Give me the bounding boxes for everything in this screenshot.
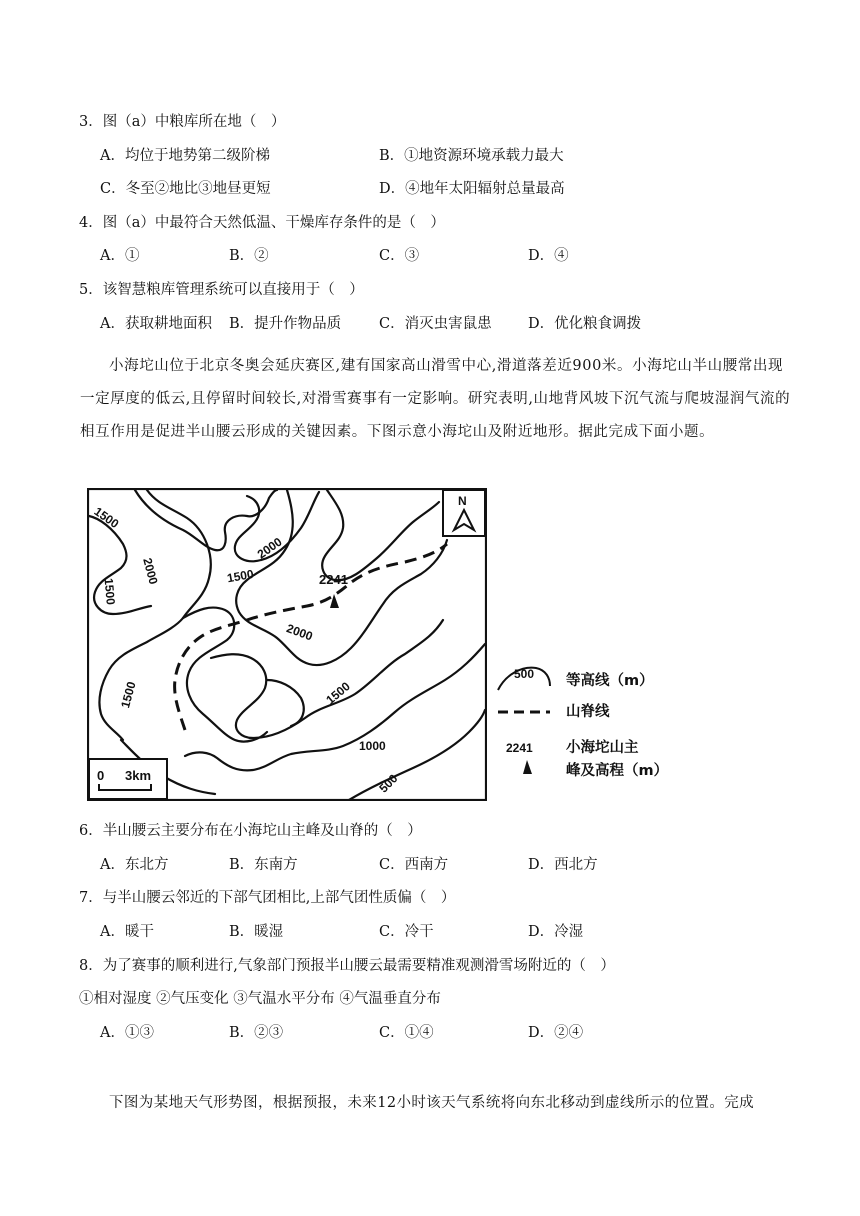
question-5-option-b: B．提升作物品质 bbox=[229, 316, 342, 332]
peak-elevation-label: 2241 bbox=[319, 572, 348, 587]
legend-ridge-label: 山脊线 bbox=[566, 704, 610, 720]
map-frame bbox=[88, 489, 486, 800]
question-4-option-b: B．② bbox=[229, 248, 269, 264]
question-8-option-d: D．②④ bbox=[528, 1025, 584, 1041]
question-8-option-a: A．①③ bbox=[100, 1025, 154, 1041]
question-4-stem: 4．图（a）中最符合天然低温、干燥库存条件的是（ ） bbox=[79, 215, 445, 231]
topographic-map bbox=[87, 488, 487, 801]
contour-label: 2000 bbox=[284, 621, 315, 644]
legend-contour-label: 等高线（m） bbox=[566, 673, 654, 689]
question-7-option-d: D．冷湿 bbox=[528, 924, 584, 940]
question-3-option-b: B．①地资源环境承载力最大 bbox=[379, 148, 564, 164]
question-7-option-c: C．冷干 bbox=[379, 924, 434, 940]
legend-peak-value: 2241 bbox=[506, 741, 533, 755]
legend-peak-label-2: 峰及高程（m） bbox=[566, 763, 669, 779]
passage-weather-system: 下图为某地天气形势图，根据预报，未来12小时该天气系统将向东北移动到虚线所示的位置。完成 bbox=[109, 1095, 755, 1111]
question-8-stem: 8．为了赛事的顺利进行,气象部门预报半山腰云最需要精准观测滑雪场附近的（ ） bbox=[79, 958, 615, 974]
question-8-option-b: B．②③ bbox=[229, 1025, 284, 1041]
question-4-option-a: A．① bbox=[100, 248, 140, 264]
contour-label: 2000 bbox=[140, 556, 161, 586]
scale-zero-label: 0 bbox=[97, 768, 105, 783]
contour-label: 2000 bbox=[254, 534, 285, 562]
question-5-stem: 5．该智慧粮库管理系统可以直接用于（ ） bbox=[79, 282, 364, 298]
scale-distance-label: 3km bbox=[125, 768, 152, 783]
passage-xiaohaituo: 小海坨山位于北京冬奥会延庆赛区,建有国家高山滑雪中心,滑道落差近900米。小海坨山半山腰常出现一定厚度的低云,且停留时间较长,对滑雪赛事有一定影响。研究表明,山地背风坡下沉气流与爬坡湿润气流的相互作用是促进半山腰云形成的关键因素。下图示意小海坨山及附近地形。据此完成下面小题。 bbox=[80, 358, 791, 440]
legend-peak-label-1: 小海坨山主 bbox=[566, 740, 639, 756]
question-5-option-c: C．消灭虫害鼠患 bbox=[379, 316, 492, 332]
question-8-option-c: C．①④ bbox=[379, 1025, 434, 1041]
question-3-option-a: A．均位于地势第二级阶梯 bbox=[100, 148, 270, 164]
contour-label: 1500 bbox=[118, 680, 139, 710]
legend-peak-icon bbox=[523, 760, 532, 774]
question-7-stem: 7．与半山腰云邻近的下部气团相比,上部气团性质偏（ ） bbox=[79, 890, 456, 906]
question-7-option-b: B．暖湿 bbox=[229, 924, 284, 940]
question-5-option-d: D．优化粮食调拨 bbox=[528, 316, 642, 332]
contour-label: 1500 bbox=[225, 566, 255, 586]
question-7-option-a: A．暖干 bbox=[100, 924, 154, 940]
legend-contour-value: 500 bbox=[514, 667, 535, 681]
contour-label: 1500 bbox=[101, 577, 118, 606]
question-3-option-d: D．④地年太阳辐射总量最高 bbox=[379, 181, 565, 197]
contour-label: 1000 bbox=[359, 739, 386, 753]
question-5-option-a: A．获取耕地面积 bbox=[100, 316, 212, 332]
contour-label: 500 bbox=[376, 771, 401, 796]
contour-label: 1500 bbox=[91, 504, 122, 532]
question-4-option-c: C．③ bbox=[379, 248, 420, 264]
question-3-option-c: C．冬至②地比③地昼更短 bbox=[100, 181, 271, 197]
question-6-option-a: A．东北方 bbox=[100, 857, 169, 873]
question-6-option-c: C．西南方 bbox=[379, 857, 449, 873]
question-6-option-b: B．东南方 bbox=[229, 857, 298, 873]
question-6-stem: 6．半山腰云主要分布在小海坨山主峰及山脊的（ ） bbox=[79, 823, 422, 839]
question-8-items: ①相对湿度 ②气压变化 ③气温水平分布 ④气温垂直分布 bbox=[79, 991, 441, 1007]
question-4-option-d: D．④ bbox=[528, 248, 569, 264]
question-6-option-d: D．西北方 bbox=[528, 857, 598, 873]
contour-label: 1500 bbox=[323, 679, 353, 708]
north-label: N bbox=[458, 494, 467, 508]
question-3-stem: 3．图（a）中粮库所在地（ ） bbox=[79, 114, 286, 130]
